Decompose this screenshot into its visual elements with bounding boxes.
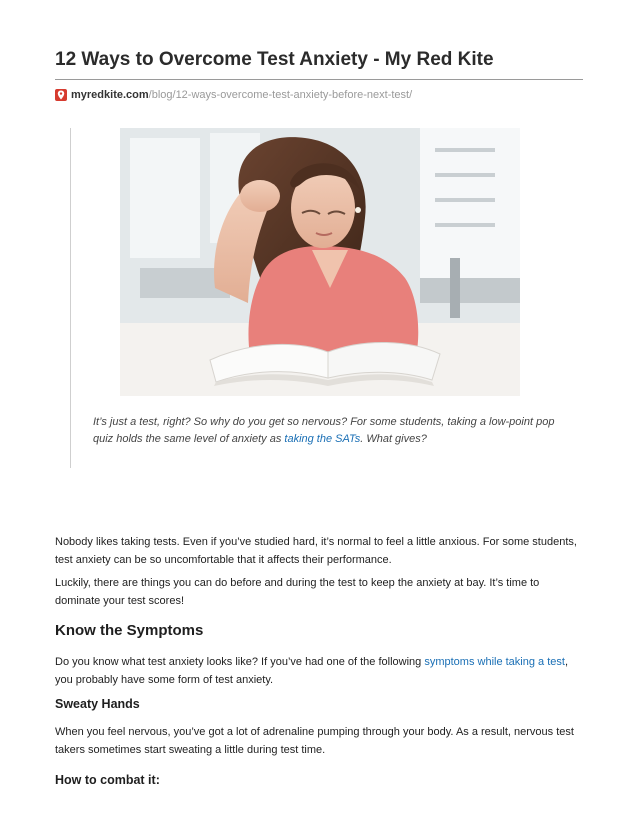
source-path[interactable]: /blog/12-ways-overcome-test-anxiety-before-next-test/ bbox=[148, 89, 413, 101]
symptoms-paragraph bbox=[55, 653, 585, 689]
heading-sweaty-hands: Sweaty Hands bbox=[55, 697, 140, 711]
intro-paragraph-1: Nobody likes taking tests. Even if you’ve studied hard, it’s normal to feel a little anxious. For some students, test anxiety can be so uncomfortable that it affects their performance. bbox=[55, 536, 577, 566]
sats-link[interactable]: taking the SATs bbox=[284, 433, 361, 445]
intro-quote bbox=[93, 414, 563, 448]
quote-text-after: . What gives? bbox=[360, 433, 427, 445]
quote-text-before: It’s just a test, right? So why do you get so nervous? For some students, taking a low-point pop quiz holds the same level of anxiety as bbox=[93, 416, 555, 445]
symptoms-text-after: , you probably have some form of test anxiety. bbox=[55, 656, 569, 686]
intro-paragraph-2: Luckily, there are things you can do before and during the test to keep the anxiety at bay. It’s time to dominate your test scores! bbox=[55, 577, 540, 607]
blockquote-bar bbox=[70, 128, 71, 468]
title-divider bbox=[55, 79, 583, 80]
source-domain[interactable]: myredkite.com bbox=[71, 89, 149, 101]
heading-know-symptoms: Know the Symptoms bbox=[55, 622, 204, 639]
pin-icon bbox=[55, 89, 67, 101]
source-line[interactable] bbox=[55, 87, 412, 103]
page-title: 12 Ways to Overcome Test Anxiety - My Red Kite bbox=[55, 49, 494, 70]
heading-how-to-combat: How to combat it: bbox=[55, 773, 160, 787]
sweaty-hands-paragraph: When you feel nervous, you’ve got a lot of adrenaline pumping through your body. As a result, nervous test takers sometimes start sweating a little during test time. bbox=[55, 726, 574, 756]
symptoms-text-before: Do you know what test anxiety looks like? If you’ve had one of the following bbox=[55, 656, 425, 668]
hero-image bbox=[120, 128, 520, 396]
symptoms-link[interactable]: symptoms while taking a test bbox=[424, 656, 565, 668]
